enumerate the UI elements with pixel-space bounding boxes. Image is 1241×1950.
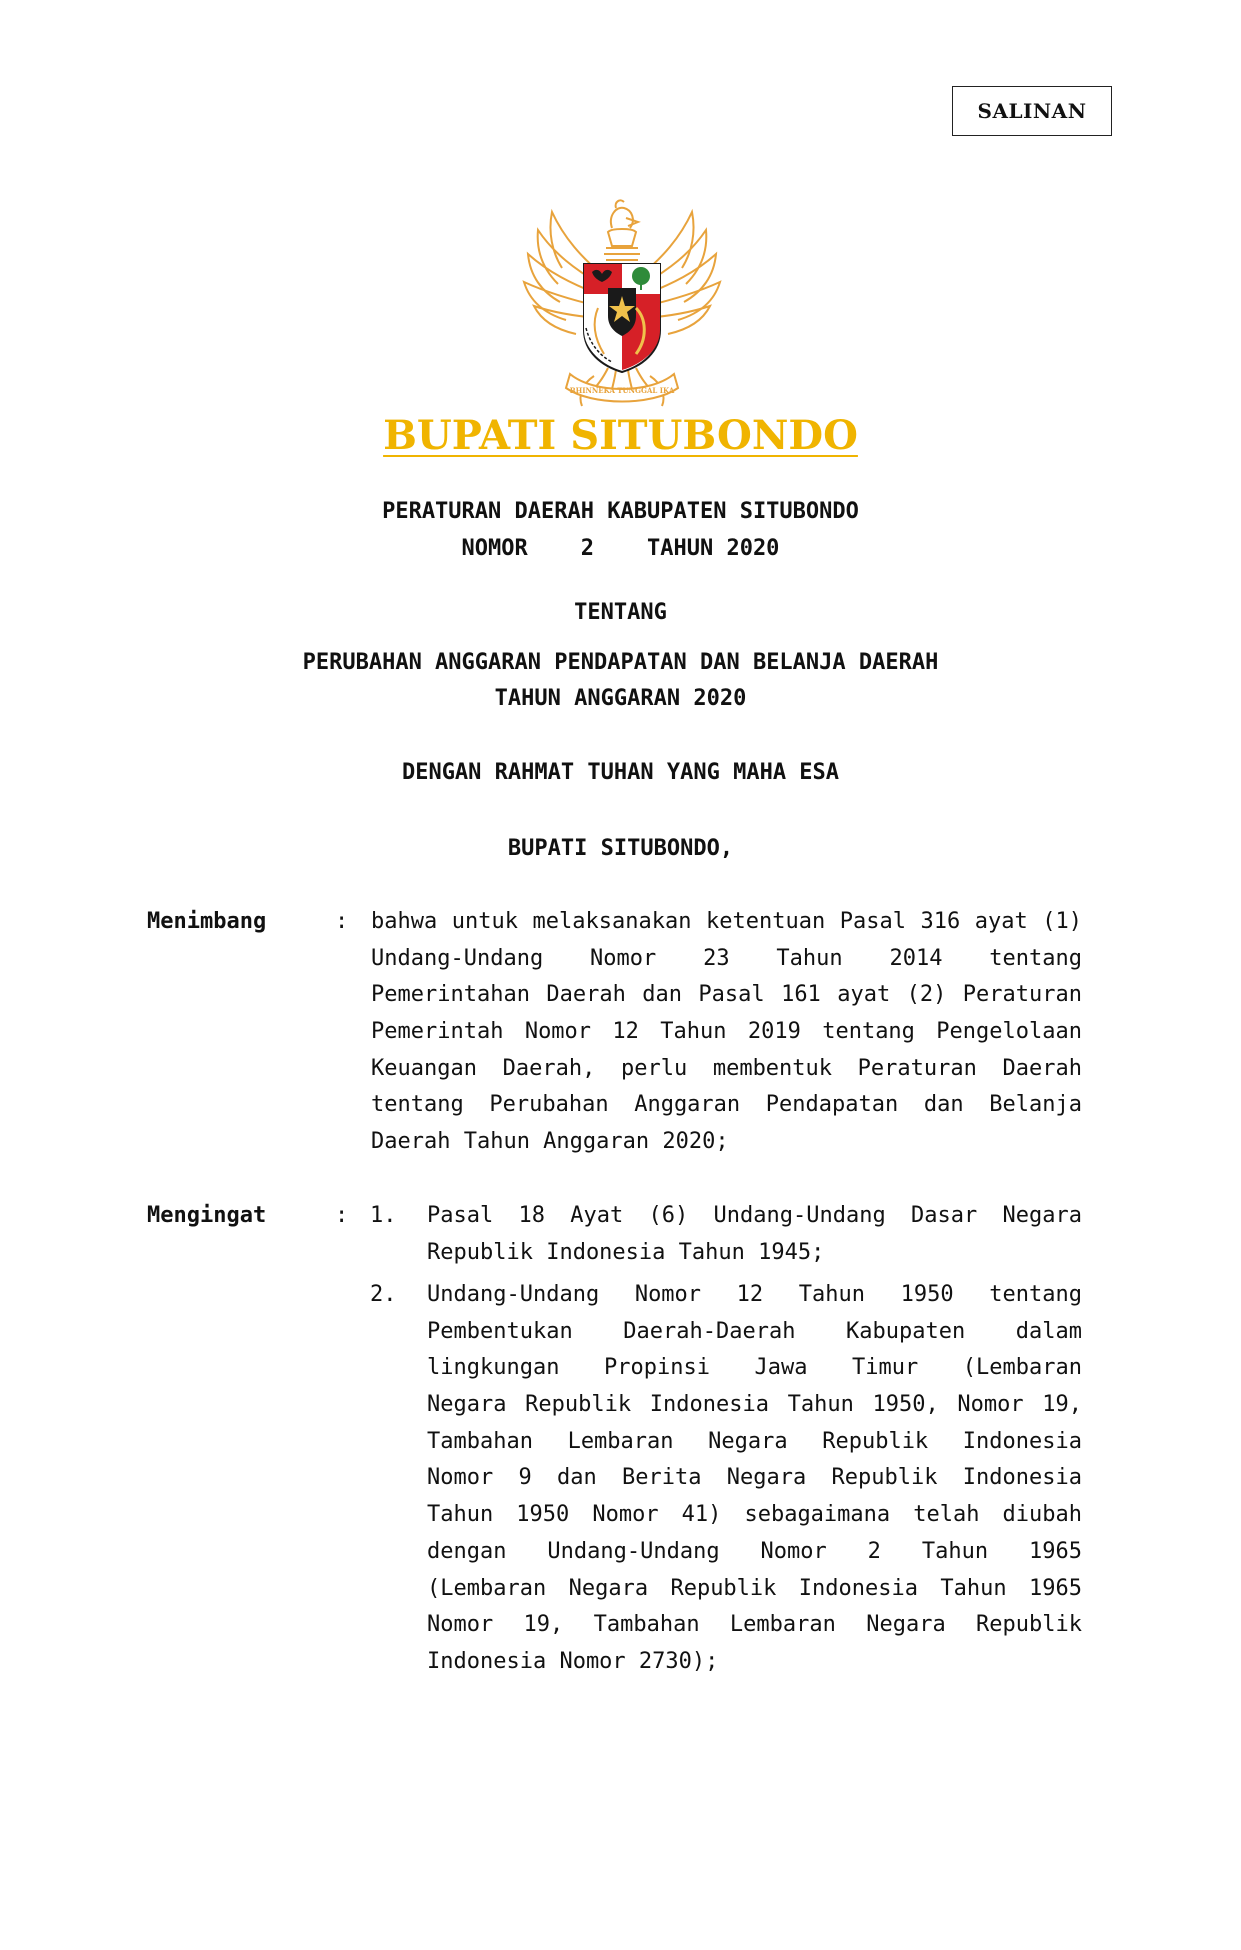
menimbang-label: Menimbang: [147, 909, 267, 934]
mengingat-colon: :: [335, 1203, 349, 1228]
mengingat-item: Undang-Undang Nomor 12 Tahun 1950 tentang Pembentukan Daerah-Daerah Kabupaten dalam lingkungan Propinsi Jawa Timur (Lembaran Negara Republik Indonesia Tahun 1950, Nomor 19, Tambahan Lembaran Negara Republik Indonesia Nomor 9 dan Berita Negara Republik Indonesia Tahun 1950 Nomor 41) sebagaimana telah diubah dengan Undang-Undang Nomor 2 Tahun 1965 (Lembaran Negara Republik Indonesia Tahun 1965 Nomor 19, Tambahan Lembaran Negara Republik Indonesia Nomor 2730);: [427, 1282, 1082, 1674]
tentang-heading: TENTANG: [574, 600, 667, 625]
mengingat-item-number: 2.: [370, 1282, 397, 1307]
invocation: DENGAN RAHMAT TUHAN YANG MAHA ESA: [401, 760, 840, 785]
page-title: BUPATI SITUBONDO: [383, 412, 858, 459]
mengingat-item-number: 1.: [370, 1203, 397, 1228]
regulation-number: NOMOR 2 TAHUN 2020: [461, 536, 780, 561]
subject-line-2: TAHUN ANGGARAN 2020: [494, 686, 747, 711]
menimbang-text: bahwa untuk melaksanakan ketentuan Pasal 316 ayat (1) Undang-Undang Nomor 23 Tahun 2014 tentang Pemerintahan Daerah dan Pasal 161 ayat (2) Peraturan Pemerintah Nomor 12 Tahun 2019 tentang Pengelolaan Keuangan Daerah, perlu membentuk Peraturan Daerah tentang Perubahan Anggaran Pendapatan dan Belanja Daerah Tahun Anggaran 2020;: [371, 909, 1082, 1155]
mengingat-item: Pasal 18 Ayat (6) Undang-Undang Dasar Negara Republik Indonesia Tahun 1945;: [427, 1203, 1082, 1265]
salinan-stamp: SALINAN: [952, 86, 1112, 136]
regulation-title: PERATURAN DAERAH KABUPATEN SITUBONDO: [382, 499, 859, 524]
shield-icon: [584, 264, 660, 372]
subject-line-1: PERUBAHAN ANGGARAN PENDAPATAN DAN BELANJA DAERAH: [302, 650, 939, 675]
garuda-emblem: [512, 198, 732, 420]
mengingat-label: Mengingat: [147, 1203, 267, 1228]
menimbang-colon: :: [335, 909, 349, 934]
emblem-motto: BHINNEKA TUNGGAL IKA: [569, 386, 675, 395]
authority: BUPATI SITUBONDO,: [507, 836, 734, 861]
